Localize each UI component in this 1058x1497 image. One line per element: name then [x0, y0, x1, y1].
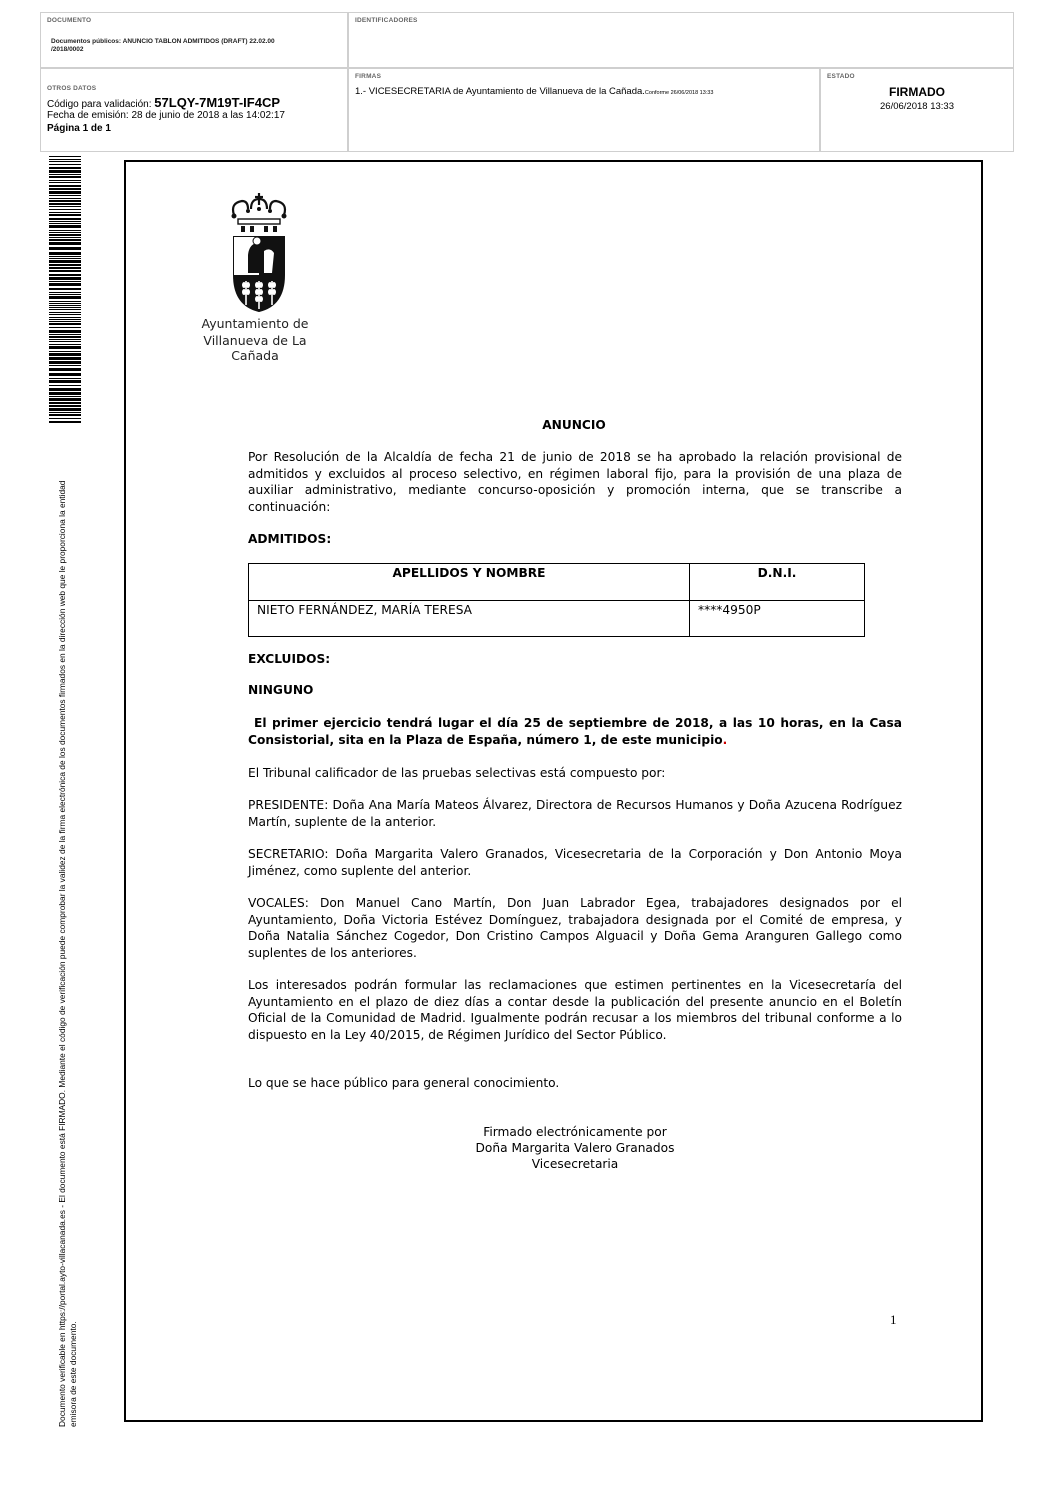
- barcode-bar: [49, 339, 81, 340]
- barcode-bar: [49, 161, 81, 162]
- barcode-bar: [49, 176, 81, 178]
- barcode-bar: [49, 218, 81, 220]
- barcode-bar: [49, 373, 81, 376]
- header-otros-datos-box: [40, 68, 348, 152]
- primer-ejercicio-text: El primer ejercicio tendrá lugar el día 25 de septiembre de 2018, a las 10 horas, en la Casa Consistorial, sita en la Plaza de España, número 1, de este municipio: [248, 716, 902, 747]
- barcode-bar: [49, 414, 81, 416]
- primer-ejercicio-paragraph: [248, 715, 902, 748]
- barcode-bar: [49, 305, 81, 306]
- column-header-name: APELLIDOS Y NOMBRE: [249, 564, 690, 601]
- barcode-bar: [49, 239, 81, 241]
- barcode-bar: [49, 392, 81, 395]
- estado-date: 26/06/2018 13:33: [880, 101, 954, 112]
- logo-text-line1: Ayuntamiento de: [201, 316, 309, 331]
- barcode-bar: [49, 336, 81, 338]
- barcode-bar: [49, 408, 81, 411]
- barcode-bar: [49, 344, 81, 345]
- barcode-bar: [49, 396, 81, 397]
- header-identificadores-box: [348, 12, 1014, 68]
- barcode-bar: [49, 277, 81, 280]
- fecha-emision: Fecha de emisión: 28 de junio de 2018 a las 14:02:17: [47, 110, 285, 121]
- firmas-line: [355, 86, 713, 97]
- barcode-bar: [49, 232, 81, 233]
- barcode-bar: [49, 164, 81, 165]
- barcode-bar: [49, 234, 81, 236]
- side-text-line1: Documento verificable en https://portal.ayto-villacanada.es - El documento está FIRMADO. Mediante el código de verificación puede comprobar la validez de la firma electrónica de los documentos firmados en la dirección web que le proporciona la entidad: [57, 480, 67, 1427]
- barcode-bar: [49, 283, 81, 286]
- barcode-bar: [49, 156, 81, 157]
- barcode-bar: [49, 309, 81, 310]
- barcode-bar: [49, 321, 81, 322]
- barcode-bar: [49, 388, 81, 391]
- excluidos-heading: EXCLUIDOS:: [248, 652, 331, 666]
- estado-label: ESTADO: [827, 73, 855, 80]
- barcode-bar: [49, 294, 81, 295]
- barcode-bar: [49, 296, 81, 299]
- barcode: [49, 156, 81, 424]
- barcode-bar: [49, 159, 81, 160]
- signature-line2: Doña Margarita Valero Granados: [475, 1141, 675, 1155]
- barcode-bar: [49, 341, 81, 342]
- barcode-bar: [49, 267, 81, 269]
- cell-dni: ****4950P: [690, 601, 865, 637]
- document-title: ANUNCIO: [542, 418, 606, 432]
- barcode-bar: [49, 242, 81, 245]
- presidente-paragraph: PRESIDENTE: Doña Ana María Mateos Álvarez, Directora de Recursos Humanos y Doña Azucena Rodríguez Martín, suplente de la anterior.: [248, 798, 902, 829]
- barcode-bar: [49, 365, 81, 366]
- table-row: [249, 601, 865, 637]
- barcode-bar: [49, 174, 81, 175]
- barcode-bar: [49, 247, 81, 250]
- barcode-bar: [49, 221, 81, 222]
- barcode-bar: [49, 334, 81, 335]
- firmas-conforme: Conforme 26/06/2018 13:33: [644, 90, 714, 96]
- reclamaciones-paragraph: Los interesados podrán formular las reclamaciones que estimen pertinentes en la Vicesecretaría del Ayuntamiento en el plazo de diez días a contar desde la publicación del presente anuncio en el Boletín Oficial de la Comunidad de Madrid. Igualmente podrán recusar a los miembros del tribunal conforme a lo dispuesto en la Ley 40/2015, de Régimen Jurídico del Sector Público.: [248, 978, 902, 1042]
- pagina: Página 1 de 1: [47, 123, 111, 134]
- publico-paragraph: Lo que se hace público para general conocimiento.: [248, 1076, 560, 1090]
- signature-block: [430, 1124, 720, 1172]
- barcode-bar: [49, 200, 81, 202]
- barcode-bar: [49, 264, 81, 266]
- barcode-bar: [49, 212, 81, 213]
- intro-paragraph: Por Resolución de la Alcaldía de fecha 21 de junio de 2018 se ha aprobado la relación provisional de admitidos y excluidos al proceso selectivo, en régimen laboral fijo, para la provisión de una plaza de auxiliar administrativo, mediante concurso-oposición y promoción interna, que se transcribe a continuación:: [248, 450, 902, 514]
- barcode-bar: [49, 167, 81, 169]
- barcode-bar: [49, 353, 81, 356]
- secretario-paragraph: SECRETARIO: Doña Margarita Valero Granados, Vicesecretaria de la Corporación y Don Antonio Moya Jiménez, como suplente del anterior.: [248, 847, 902, 878]
- admitidos-heading: ADMITIDOS:: [248, 532, 332, 546]
- estado-value: FIRMADO: [889, 85, 945, 99]
- table-header-row: [249, 564, 865, 601]
- codigo-label: Código para validación:: [47, 99, 152, 110]
- otros-datos-label: OTROS DATOS: [47, 85, 97, 92]
- barcode-bar: [49, 206, 81, 207]
- page-number: 1: [890, 1312, 897, 1327]
- barcode-bar: [49, 198, 81, 199]
- barcode-bar: [49, 225, 81, 228]
- barcode-bar: [49, 323, 81, 325]
- barcode-bar: [49, 301, 81, 302]
- barcode-bar: [49, 398, 81, 401]
- barcode-bar: [49, 288, 81, 290]
- barcode-bar: [49, 357, 81, 360]
- barcode-bar: [49, 252, 81, 255]
- barcode-bar: [49, 312, 81, 313]
- barcode-bar: [49, 314, 81, 315]
- barcode-bar: [49, 203, 81, 205]
- barcode-bar: [49, 182, 81, 183]
- barcode-bar: [49, 195, 81, 196]
- barcode-bar: [49, 292, 81, 293]
- documento-text: Documentos públicos: ANUNCIO TABLON ADMITIDOS (DRAFT) 22.02.00 /2018/0002: [51, 38, 275, 53]
- cell-name: NIETO FERNÁNDEZ, MARÍA TERESA: [249, 601, 690, 637]
- barcode-bar: [49, 274, 81, 276]
- barcode-bar: [49, 346, 81, 349]
- side-text-line2: emisora de este documento.: [68, 1321, 78, 1427]
- verification-side-text: [57, 427, 79, 1427]
- tribunal-paragraph: El Tribunal calificador de las pruebas selectivas está compuesto por:: [248, 766, 666, 780]
- barcode-bar: [49, 230, 81, 231]
- barcode-bar: [49, 380, 81, 383]
- ninguno-text: NINGUNO: [248, 683, 314, 697]
- signature-line3: Vicesecretaria: [531, 1157, 619, 1171]
- coat-of-arms-logo: [224, 193, 294, 318]
- barcode-bar: [49, 214, 81, 216]
- codigo-validacion: [47, 97, 280, 111]
- barcode-bar: [49, 351, 81, 352]
- barcode-bar: [49, 258, 81, 259]
- barcode-bar: [49, 260, 81, 263]
- barcode-bar: [49, 191, 81, 194]
- barcode-bar: [49, 307, 81, 308]
- vocales-paragraph: VOCALES: Don Manuel Cano Martín, Don Juan Labrador Egea, trabajadores designados por el Ayuntamiento, Doña Victoria Estévez Domínguez, trabajadora designada por el Comité de empresa, y Doña Natalia Sánchez Cogedor, Don Cristino Campos Alguacil y Doña Gema Aranguren Gallego como suplentes de los anteriores.: [248, 896, 902, 960]
- documento-label: DOCUMENTO: [47, 17, 92, 24]
- barcode-bar: [49, 412, 81, 413]
- barcode-bar: [49, 405, 81, 407]
- admitidos-table: [248, 563, 865, 637]
- barcode-bar: [49, 361, 81, 364]
- logo-text-line2: Villanueva de La Cañada: [203, 333, 307, 363]
- barcode-bar: [49, 281, 81, 282]
- barcode-bar: [49, 317, 81, 318]
- barcode-bar: [49, 237, 81, 238]
- barcode-bar: [49, 170, 81, 173]
- codigo-value: 57LQY-7M19T-IF4CP: [154, 95, 281, 110]
- header-estado-box: [820, 68, 1014, 152]
- firmas-signer: 1.- VICESECRETARIA de Ayuntamiento de Villanueva de la Cañada.: [355, 86, 645, 97]
- signature-line1: Firmado electrónicamente por: [483, 1125, 667, 1139]
- barcode-bar: [49, 223, 81, 224]
- barcode-bar: [49, 327, 81, 328]
- primer-ejercicio-dot: .: [722, 732, 728, 747]
- barcode-bar: [49, 209, 81, 210]
- barcode-bar: [49, 256, 81, 257]
- barcode-bar: [49, 180, 81, 181]
- barcode-bar: [49, 368, 81, 371]
- barcode-bar: [49, 303, 81, 304]
- header-documento-box: [40, 12, 348, 68]
- header-firmas-box: [348, 68, 820, 152]
- barcode-bar: [49, 185, 81, 187]
- barcode-bar: [49, 402, 81, 404]
- barcode-bar: [49, 385, 81, 386]
- barcode-bar: [49, 188, 81, 190]
- firmas-label: FIRMAS: [355, 73, 382, 80]
- barcode-bar: [49, 270, 81, 272]
- column-header-dni: D.N.I.: [690, 564, 865, 601]
- barcode-bar: [49, 330, 81, 333]
- barcode-bar: [49, 319, 81, 320]
- barcode-bar: [49, 378, 81, 379]
- identificadores-label: IDENTIFICADORES: [355, 17, 418, 24]
